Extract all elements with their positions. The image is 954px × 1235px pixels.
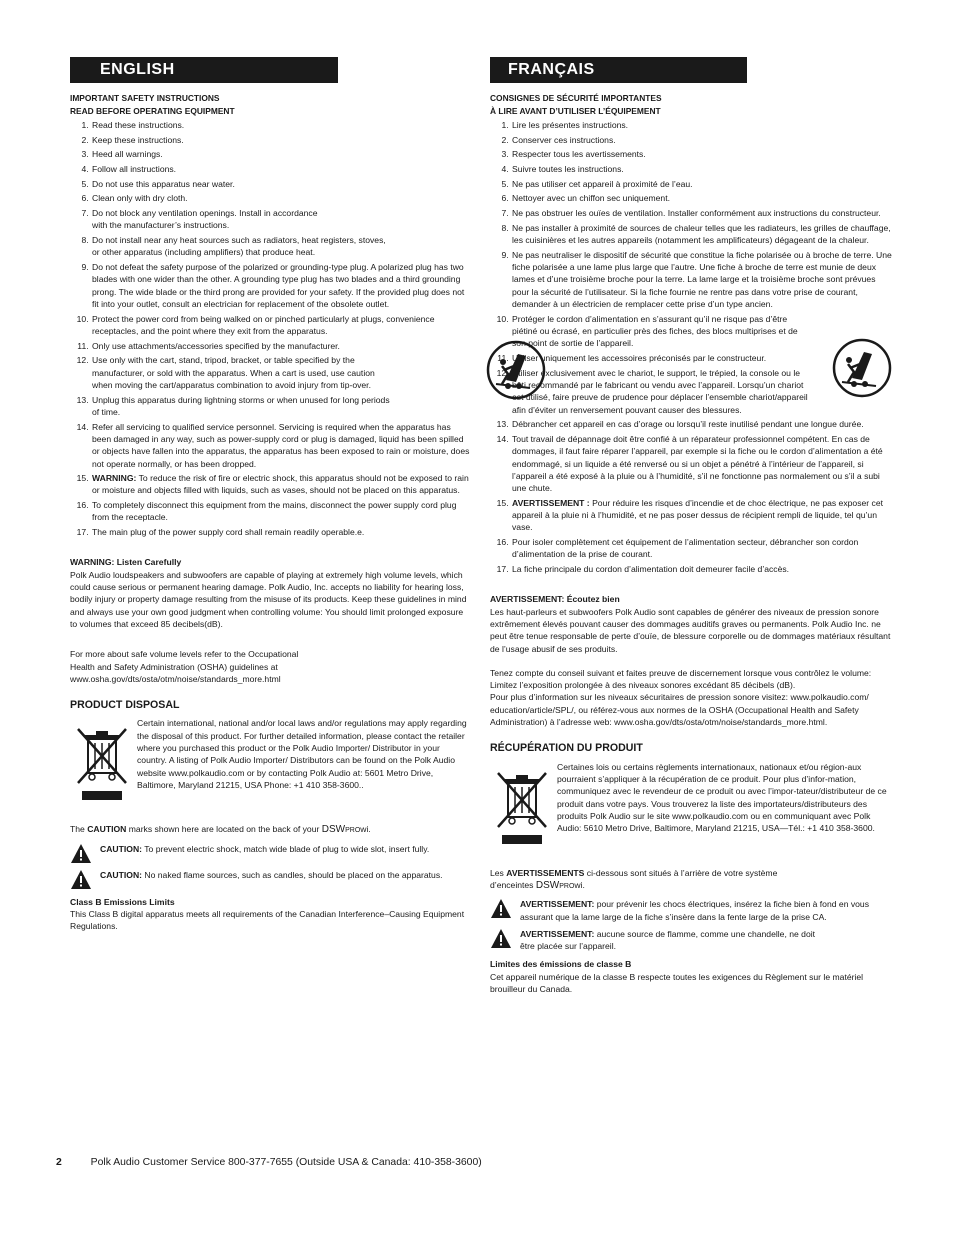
caution-intro-post: marks shown here are located on the back of your	[128, 824, 320, 835]
disposal-title: PRODUCT DISPOSAL	[70, 699, 180, 712]
caution-text	[100, 843, 429, 855]
caution-body: pour prévenir les chocs électriques, insérez la fiche bien à fond en vous assurant que la lame large de la fiche s’insère dans la fente large de la prise CA.	[520, 899, 870, 922]
caution-body: aucune source de flamme, comme une chandelle, ne doit être placée sur l’appareil.	[520, 928, 816, 952]
list-item: 2. Conserver ces instructions.	[511, 134, 892, 146]
list-item: 5. Do not use this apparatus near water.	[91, 178, 472, 190]
list-item	[511, 497, 892, 534]
caution-intro-pre: The	[70, 824, 85, 835]
volume-text: Tenez compte du conseil suivant et faites preuve de discernement lorsque vous contrôlez le volume: Limitez l’exposition prolongée à des niveaux sonores excédant 85 décibels (dB).	[490, 667, 872, 691]
list-item: 11. Only use attachments/accessories specified by the manufacturer.	[91, 340, 472, 352]
page-footer	[56, 1157, 482, 1168]
list-item: 14. Tout travail de dépannage doit être confié à un réparateur professionnel compétent. En cas de dommages, il faut faire réparer l’appareil, par exemple si la fiche ou le cordon d’alimentation a été endommagé, si un liquide a été renversé ou si un objet a pénétré à l’intérieur de l’appareil, si l’appareil a été exposé à la pluie ou à l’humidité, s’il ne fonctionne pas normalement ou s’il a subi une chute.	[511, 433, 892, 494]
caution-text	[520, 928, 892, 953]
product-end: wi.	[360, 824, 371, 835]
english-column	[70, 57, 472, 933]
list-item: 5. Ne pas utiliser cet appareil à proximité de l’eau.	[511, 178, 892, 190]
list-item: 1. Read these instructions.	[91, 119, 472, 131]
list-item: 6. Clean only with dry cloth.	[91, 192, 472, 204]
caution-intro-bold: AVERTISSEMENTS	[506, 867, 585, 878]
disposal-text: Certain international, national and/or local laws and/or regulations may apply regarding the disposal of this product. For further detailed information, please contact the retailer where you purchased this product or the Polk Audio Importer/ Distributor in your country. A listing of Polk Audio Importer/ Distributors can be found on the Polk Audio website www.polkaudio.com or by contacting Polk Audio at: 5601 Metro Drive, Baltimore, Maryland 21215, USA Phone: +1 410 358-3600..	[137, 718, 467, 790]
disposal-block	[490, 761, 892, 847]
list-item: 16. Pour isoler complètement cet équipement de l’alimentation secteur, débrancher son cordon d’alimentation de la prise de courant.	[511, 536, 892, 561]
caution-body: To prevent electric shock, match wide blade of plug to wide slot, insert fully.	[144, 843, 430, 854]
caution-row	[490, 928, 892, 953]
warning-item-text: Pour réduire les risques d’incendie et de choc électrique, ne pas exposer cet appareil à la pluie ni à l’humidité, et ne pas poser dessus de récipient rempli de liquide, tel qu’un vase.	[512, 497, 883, 533]
caution-row	[490, 898, 892, 923]
caution-label: CAUTION:	[100, 843, 143, 854]
french-banner: FRANÇAIS	[490, 57, 747, 83]
list-item: 9. Ne pas neutraliser le dispositif de sécurité que constitue la fiche polarisée ou à broche de terre. Une fiche polarisée a une lame plus large que l’autre. Une fiche à broche de terre est munie de deux lames et d’une troisième broche pour la terre. La lame large et la troisième broche sont prévues pour la sécurité de l’utilisateur. Si la fiche fournie ne rentre pas dans votre prise de courant, demander à un électricien de remplacer cette prise d’un type ancien.	[511, 249, 892, 310]
recycle-bin-icon	[74, 725, 130, 803]
read-before-heading: À LIRE AVANT D’UTILISER L’ÉQUIPEMENT	[490, 105, 661, 116]
caution-text	[100, 869, 443, 881]
list-item: 4. Follow all instructions.	[91, 163, 472, 175]
listen-warning-text: Les haut-parleurs et subwoofers Polk Audio sont capables de générer des niveaux de pression sonore extrêmement élevés pouvant causer des dommages auditifs graves ou permanents. Polk Audio Inc. ne peut être tenue responsable de perte d’ouïe, de blessure corporelle ou de dommages matériaux résultant de l’usage abusif de ses produits.	[490, 606, 891, 654]
page-number: 2	[56, 1157, 62, 1168]
english-banner: ENGLISH	[70, 57, 338, 83]
classb-text: This Class B digital apparatus meets all requirements of the Canadian Interference–Causing Equipment Regulations.	[70, 909, 465, 932]
disposal-text: Certaines lois ou certains règlements internationaux, nationaux et/ou région-aux pourraient s’appliquer à la récupération de ce produit. Pour plus d’infor-mation, communiquez avec le revendeur de ce produit ou avec l’impor-tateur/distributeur de ce produit dans votre pays. Vous trouverez la liste des importateurs/distributeurs des produits Polk Audio sur le site www.polkaudio.com ou en communiquant avec Polk Audio: 5610 Metro Drive, Baltimore, Maryland 21215, USA—Tél.: +1 410 358-3600.	[557, 761, 887, 834]
customer-service-text: Polk Audio Customer Service 800-377-7655 (Outside USA & Canada: 410-358-3600)	[90, 1157, 482, 1168]
listen-warning-text: Polk Audio loudspeakers and subwoofers are capable of playing at extremely high volume levels, which could cause serious or permanent hearing damage. Polk Audio, Inc. accepts no liability for hearing loss, bodily injury or property damage resulting from the misuse of its products. Keep these guidelines in mind and always use your own good judgment when controlling volume: You should limit prolonged exposure to volumes that exceed 85 decibels(dB).	[70, 569, 467, 629]
list-item: 8. Ne pas installer à proximité de sources de chaleur telles que les radiateurs, les grilles de chauffage, les cuisinières et les autres appareils (notamment les amplificateurs) dégageant de la chaleur.	[511, 222, 892, 247]
list-item: 8. Do not install near any heat sources such as radiators, heat registers, stoves, or other apparatus (including amplifiers) that produce heat.	[91, 234, 472, 259]
cart-warning-icon	[832, 338, 892, 398]
classb-text: Cet appareil numérique de la classe B respecte toutes les exigences du Règlement sur le matériel brouilleur du Canada.	[490, 971, 864, 994]
warning-triangle-icon	[70, 843, 92, 864]
disposal-title: RÉCUPÉRATION DU PRODUIT	[490, 742, 643, 755]
caution-label: AVERTISSEMENT:	[520, 899, 595, 910]
list-item: 13. Débrancher cet appareil en cas d’orage ou lorsqu’il reste inutilisé pendant une longue durée.	[511, 418, 892, 430]
classb-title: Limites des émissions de classe B	[490, 959, 632, 970]
list-item: 12. Utiliser exclusivement avec le chariot, le support, le trépied, la console ou le bâti recommandé par le fabricant ou vendu avec l’appareil. Lorsqu’un chariot est utilisé, faire preuve de prudence pour déplacer l’ensemble chariot/appareil afin d’éviter un renversement pouvant causer des blessures.	[511, 367, 892, 416]
list-item: 17. La fiche principale du cordon d’alimentation doit demeurer facile d’accès.	[511, 563, 892, 575]
list-item: 3. Respecter tous les avertissements.	[511, 148, 892, 160]
warning-triangle-icon	[490, 928, 512, 949]
list-item: 13. Unplug this apparatus during lightning storms or when unused for long periods of time.	[91, 394, 472, 419]
caution-body: No naked flame sources, such as candles, should be placed on the apparatus.	[144, 869, 443, 880]
cart-item-text: Use only with the cart, stand, tripod, bracket, or table specified by the manufacturer, or sold with the apparatus. When a cart is used, use caution when moving the cart/apparatus combination to avoid injury from tip-over.	[92, 355, 375, 390]
list-item: 7. Ne pas obstruer les ouïes de ventilation. Installer conformément aux instructions du constructeur.	[511, 207, 892, 219]
osha-text: For more about safe volume levels refer to the Occupational Health and Safety Administration (OSHA) guidelines at www.osha.gov/dts/osta/otm/noise/standards_more.html	[70, 649, 299, 684]
product-end: wi.	[574, 879, 585, 890]
warning-triangle-icon	[490, 898, 512, 919]
caution-intro	[490, 867, 892, 894]
caution-intro-post: ci-dessous sont situés à l’arrière de votre système d’enceintes	[490, 867, 778, 890]
list-item: 2. Keep these instructions.	[91, 134, 472, 146]
caution-intro-bold: CAUTION	[87, 824, 127, 835]
product-name: DSW	[321, 824, 346, 836]
list-item	[91, 354, 472, 391]
list-item: 16. To completely disconnect this equipment from the mains, disconnect the power supply cord plug from the receptacle.	[91, 499, 472, 524]
list-item: 9. Do not defeat the safety purpose of the polarized or grounding-type plug. A polarized plug has two blades with one wider than the other. A grounding type plug has two blades and a third grounding prong. The wide blade or the third prong are provided for your safety. If the provided plug does not fit into your outlet, consult an electrician for replacement of the obsolete outlet.	[91, 261, 472, 310]
list-item: 3. Heed all warnings.	[91, 148, 472, 160]
recycle-bin-icon	[494, 769, 550, 847]
list-item: 10. Protect the power cord from being walked on or pinched particularly at plugs, convenience receptacles, and the point where they exit from the apparatus.	[91, 313, 472, 338]
warning-item-text: To reduce the risk of fire or electric shock, this apparatus should not be exposed to rain or moisture and objects filled with liquids, such as vases, should not be placed on this apparatus.	[92, 473, 469, 496]
list-item: 4. Suivre toutes les instructions.	[511, 163, 892, 175]
french-column	[490, 57, 892, 995]
disposal-block	[70, 717, 472, 803]
list-item: 14. Refer all servicing to qualified service personnel. Servicing is required when the apparatus has been damaged in any way, such as power-supply cord or plug is damaged, liquid has been spilled or objects have fallen into the apparatus, the apparatus has been exposed to rain or moisture, does not operate normally, or has been dropped.	[91, 421, 472, 470]
caution-row	[70, 843, 472, 864]
osha-text: Pour plus d’information sur les niveaux sécuritaires de pression sonore visitez: www.polkaudio.com/ education/article/SPL/, ou référez-vous aux normes de la OSHA (Occupational Health and Safety Administration) à l’adresse web: www.osha.gov/dts/osta/otm/noise/standards_more.html.	[490, 692, 869, 728]
caution-label: CAUTION:	[100, 869, 143, 880]
caution-label: AVERTISSEMENT:	[520, 928, 595, 939]
safety-heading: CONSIGNES DE SÉCURITÉ IMPORTANTES	[490, 93, 662, 103]
cart-item-text: Utiliser uniquement les accessoires préconisés par le constructeur.	[512, 352, 767, 363]
safety-list	[490, 119, 892, 575]
product-suffix: PRO	[559, 882, 575, 890]
listen-warning-title: AVERTISSEMENT: Écoutez bien	[490, 594, 620, 605]
caution-intro	[70, 823, 472, 837]
product-name: DSW	[535, 879, 560, 891]
classb-title: Class B Emissions Limits	[70, 896, 175, 907]
list-item: 10. Protéger le cordon d’alimentation en s’assurant qu’il ne risque pas d’être piétiné ou écrasé, en particulier près des fiches, des blocs multiprises et de son point de sortie de l’appareil.	[511, 313, 892, 350]
warning-triangle-icon	[70, 869, 92, 890]
list-item: 6. Nettoyer avec un chiffon sec uniquement.	[511, 192, 892, 204]
caution-intro-pre: Les	[490, 867, 504, 878]
list-item	[511, 352, 892, 364]
product-suffix: PRO	[345, 827, 361, 835]
list-item: 17. The main plug of the power supply cord shall remain readily operable.e.	[91, 526, 472, 538]
caution-text	[520, 898, 892, 923]
listen-warning-title: WARNING: Listen Carefully	[70, 557, 182, 568]
read-before-heading: READ BEFORE OPERATING EQUIPMENT	[70, 105, 235, 116]
warning-label: AVERTISSEMENT :	[512, 497, 590, 508]
list-item: 7. Do not block any ventilation openings. Install in accordance with the manufacturer’s instructions.	[91, 207, 472, 232]
caution-row	[70, 869, 472, 890]
safety-heading: IMPORTANT SAFETY INSTRUCTIONS	[70, 93, 220, 103]
list-item: 1. Lire les présentes instructions.	[511, 119, 892, 131]
warning-label: WARNING:	[92, 473, 137, 484]
safety-list	[70, 119, 472, 538]
list-item	[91, 472, 472, 497]
